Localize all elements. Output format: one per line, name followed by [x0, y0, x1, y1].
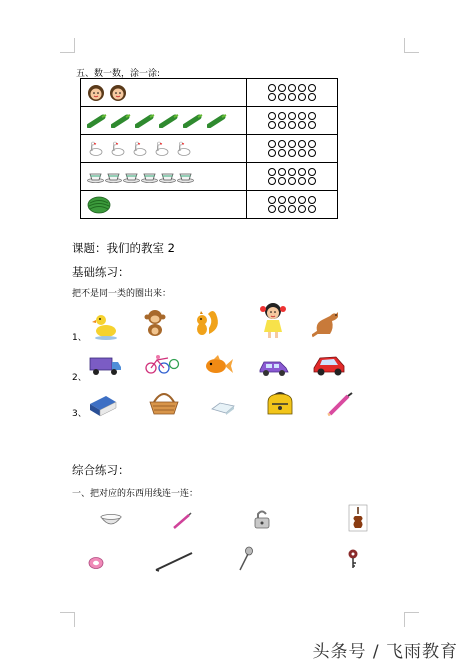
watermelon-group [87, 196, 246, 214]
row-label-2: 2、 [72, 373, 87, 383]
red-car-icon[interactable] [312, 350, 346, 378]
comprehensive-heading: 综合练习： [72, 463, 130, 477]
row-label-1: 1、 [72, 333, 87, 343]
girl-face-icon [109, 84, 127, 102]
watermelon-icon [87, 196, 111, 214]
pencil-icon[interactable] [326, 392, 354, 416]
count-row-teacups [81, 163, 338, 191]
coloring-circles[interactable] [247, 140, 337, 157]
truck-icon[interactable] [88, 354, 122, 378]
basket-icon[interactable] [148, 388, 180, 418]
teacup-icon [105, 171, 122, 183]
count-row-girls [81, 79, 338, 107]
tape-icon[interactable] [88, 556, 104, 570]
girl-face-icon [87, 84, 105, 102]
crop-mark-top-right [404, 38, 419, 53]
book-icon[interactable] [88, 394, 118, 418]
basic-instruction: 把不是同一类的圈出来： [72, 289, 172, 299]
schoolbag-icon[interactable] [264, 390, 296, 418]
purple-car-icon[interactable] [258, 356, 290, 378]
count-row-watermelon [81, 191, 338, 219]
kangaroo-icon[interactable] [312, 308, 342, 338]
cucumber-icon [135, 114, 155, 128]
teacup-icon [123, 171, 140, 183]
violin-icon[interactable] [348, 504, 368, 532]
bicycles-icon[interactable] [144, 352, 180, 378]
lock-icon[interactable] [252, 508, 272, 530]
teacup-icon [87, 171, 104, 183]
girl-face-group [87, 84, 246, 102]
girl-icon[interactable] [258, 302, 288, 340]
squirrel-icon[interactable] [192, 308, 222, 338]
key-icon[interactable] [344, 548, 362, 570]
spoon-icon[interactable] [236, 546, 254, 572]
monkey-icon[interactable] [142, 308, 168, 338]
cucumber-icon [159, 114, 179, 128]
cucumber-icon [183, 114, 203, 128]
pen-icon[interactable] [172, 512, 192, 530]
coloring-circles[interactable] [247, 196, 337, 213]
count-row-cucumbers [81, 107, 338, 135]
cucumber-icon [87, 114, 107, 128]
goldfish-icon[interactable] [204, 354, 234, 378]
cucumber-icon [207, 114, 227, 128]
section5-heading: 五、数一数，涂一涂: [76, 69, 161, 79]
lesson-title: 课题：我们的教室 2 [72, 241, 175, 255]
goose-group [87, 141, 246, 157]
coloring-circles[interactable] [247, 168, 337, 185]
teacup-icon [159, 171, 176, 183]
bowl-icon[interactable] [100, 512, 122, 528]
cucumber-group [87, 114, 246, 128]
coloring-circles[interactable] [247, 84, 337, 101]
duck-icon[interactable] [92, 310, 118, 340]
coloring-circles[interactable] [247, 112, 337, 129]
violin-bow-icon[interactable] [154, 550, 194, 572]
cucumber-icon [111, 114, 131, 128]
count-table [80, 78, 338, 219]
count-row-geese [81, 135, 338, 163]
goose-icon [175, 141, 191, 157]
eraser-icon[interactable] [210, 400, 236, 416]
teacup-icon [177, 171, 194, 183]
watermark-text: 头条号 / 飞雨教育 [312, 642, 458, 662]
teacup-icon [141, 171, 158, 183]
goose-icon [109, 141, 125, 157]
crop-mark-bottom-right [404, 612, 419, 627]
goose-icon [87, 141, 103, 157]
crop-mark-bottom-left [60, 612, 75, 627]
row-label-3: 3、 [72, 409, 87, 419]
goose-icon [131, 141, 147, 157]
crop-mark-top-left [60, 38, 75, 53]
goose-icon [153, 141, 169, 157]
teacup-group [87, 171, 246, 183]
basic-practice-heading: 基础练习： [72, 265, 130, 279]
comprehensive-instruction: 一、把对应的东西用线连一连： [72, 489, 199, 499]
